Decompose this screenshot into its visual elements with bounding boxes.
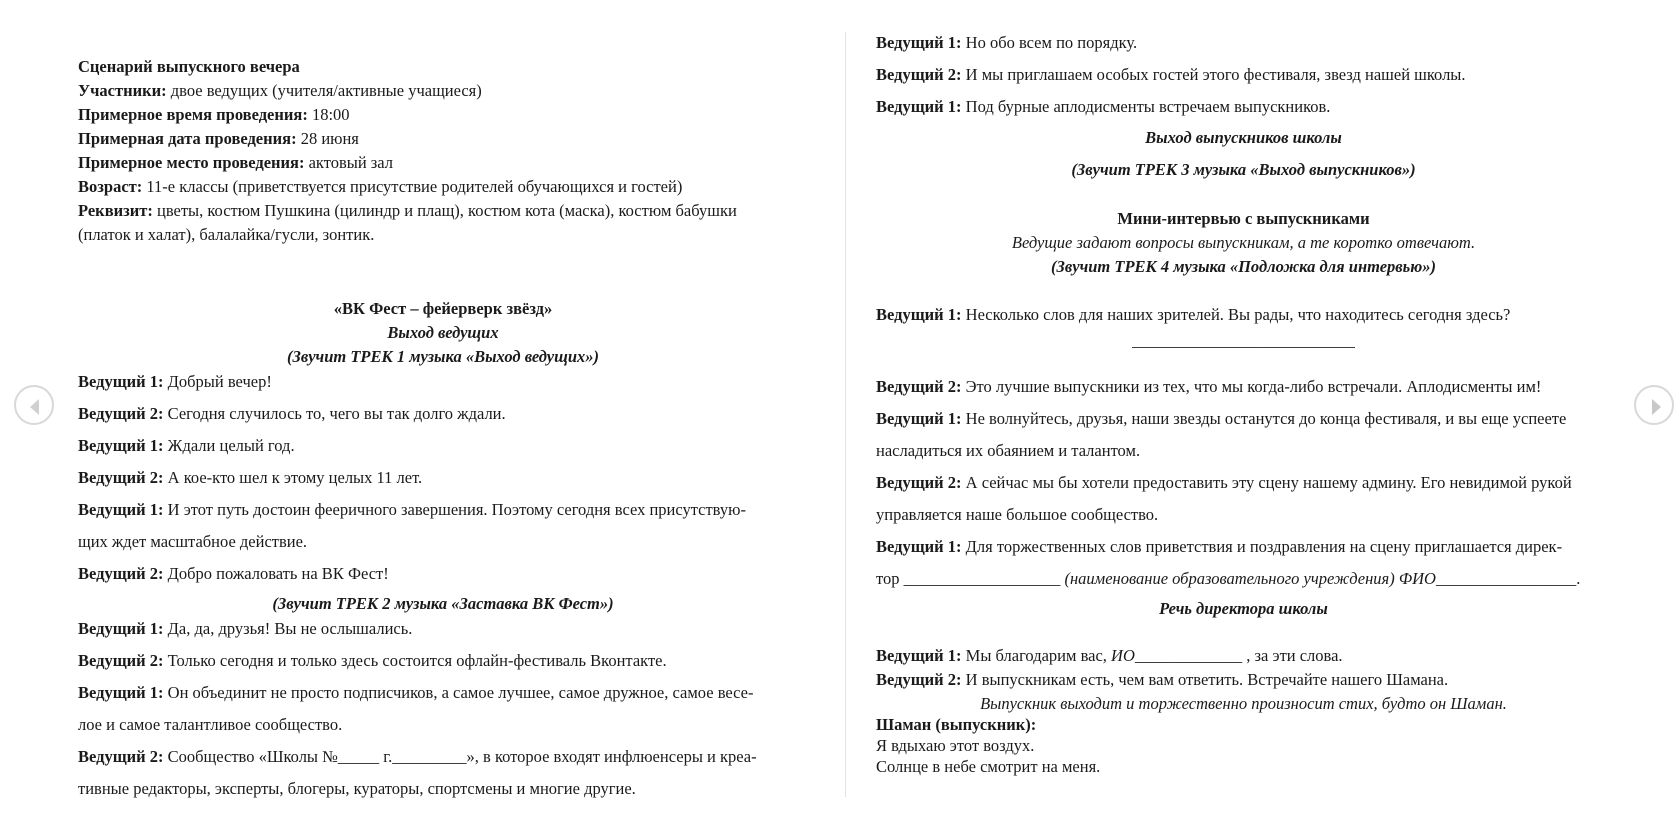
dialogue-line: Ведущий 2: И выпускникам есть, чем вам ответить. Встречайте нашего Шамана. [876,670,1449,689]
info-line: Возраст: 11-е классы (приветствуется присутствие родителей обучающихся и гостей) [78,177,683,196]
poem-line: Солнце в небе смотрит на меня. [876,757,1101,776]
previous-page-button[interactable] [14,385,54,425]
dialogue-line-continued: тор ___________________ (наименование образовательного учреждения) ФИО_________________. [876,569,1581,588]
answer-blank: ___________________________ [1132,331,1355,350]
page-divider [845,32,846,797]
dialogue-line: Ведущий 2: Сообщество «Школы №_____ г._________», в которое входят инфлюенсеры и креа- [78,747,757,766]
dialogue-line: Ведущий 1: Несколько слов для наших зрителей. Вы рады, что находитесь сегодня здесь? [876,305,1511,324]
dialogue-line-continued: лое и самое талантливое сообщество. [78,715,343,734]
info-line: Примерное время проведения: 18:00 [78,105,350,124]
stage-direction: Выпускник выходит и торжественно произносит стих, будто он Шаман. [980,694,1507,713]
track-cue: (Звучит ТРЕК 2 музыка «Заставка ВК Фест») [272,594,614,613]
section-heading: Выход выпускников школы [1145,128,1342,147]
dialogue-line: Ведущий 2: А сейчас мы бы хотели предоставить эту сцену нашему админу. Его невидимой рукой [876,473,1572,492]
dialogue-line: Ведущий 1: Да, да, друзья! Вы не ослышались. [78,619,413,638]
dialogue-line: Ведущий 1: И этот путь достоин фееричного завершения. Поэтому сегодня всех присутствую- [78,500,746,519]
dialogue-line: Ведущий 1: Под бурные аплодисменты встречаем выпускников. [876,97,1331,116]
dialogue-line: Ведущий 1: Но обо всем по порядку. [876,33,1138,52]
dialogue-line-continued: щих ждет масштабное действие. [78,532,308,551]
info-line-continued: (платок и халат), балалайка/гусли, зонтик. [78,225,375,244]
stage-direction: Ведущие задают вопросы выпускникам, а те коротко отвечают. [1011,233,1476,252]
dialogue-line: Ведущий 1: Он объединит не просто подписчиков, а самое лучшее, самое дружное, самое весе- [78,683,754,702]
dialogue-line-continued: управляется наше большое сообщество. [876,505,1159,524]
dialogue-line-continued: насладиться их обаянием и талантом. [876,441,1141,460]
info-line: Примерная дата проведения: 28 июня [78,129,359,148]
next-page-button[interactable] [1634,385,1674,425]
dialogue-line: Ведущий 1: Не волнуйтесь, друзья, наши звезды останутся до конца фестиваля, и вы еще успеете [876,409,1567,428]
dialogue-line: Ведущий 2: А кое-кто шел к этому целых 11 лет. [78,468,423,487]
document-title: Сценарий выпускного вечера [78,57,300,76]
dialogue-line-continued: тивные редакторы, эксперты, блогеры, кураторы, спортсмены и многие другие. [78,779,636,798]
section-heading: Речь директора школы [1159,599,1328,618]
dialogue-line: Ведущий 1: Для торжественных слов приветствия и поздравления на сцену приглашается дирек- [876,537,1563,556]
dialogue-line: Ведущий 2: Только сегодня и только здесь состоится офлайн-фестиваль Вконтакте. [78,651,667,670]
info-line: Реквизит: цветы, костюм Пушкина (цилиндр и плащ), костюм кота (маска), костюм бабушки [78,201,737,220]
section-heading: Выход ведущих [387,323,499,342]
info-line: Примерное место проведения: актовый зал [78,153,394,172]
chevron-right-icon [1636,387,1676,427]
chevron-left-icon [16,387,56,427]
track-cue: (Звучит ТРЕК 4 музыка «Подложка для интервью») [1050,257,1436,276]
dialogue-line: Ведущий 1: Ждали целый год. [78,436,295,455]
dialogue-line: Ведущий 2: И мы приглашаем особых гостей этого фестиваля, звезд нашей школы. [876,65,1466,84]
dialogue-line: Ведущий 1: Мы благодарим вас, ИО_____________ , за эти слова. [876,646,1343,665]
dialogue-line: Ведущий 2: Добро пожаловать на ВК Фест! [78,564,389,583]
speaker-label: Шаман (выпускник): [876,715,1037,734]
dialogue-line: Ведущий 2: Сегодня случилось то, чего вы так долго ждали. [78,404,506,423]
poem-line: Я вдыхаю этот воздух. [876,736,1035,755]
dialogue-line: Ведущий 2: Это лучшие выпускники из тех, что мы когда-либо встречали. Аплодисменты им! [876,377,1542,396]
dialogue-line: Ведущий 1: Добрый вечер! [78,372,272,391]
track-cue: (Звучит ТРЕК 1 музыка «Выход ведущих») [286,347,600,366]
track-cue: (Звучит ТРЕК 3 музыка «Выход выпускников») [1071,160,1416,179]
festival-title: «ВК Фест – фейерверк звёзд» [333,299,553,318]
section-heading: Мини-интервью с выпускниками [1117,209,1370,228]
info-line: Участники: двое ведущих (учителя/активные учащиеся) [78,81,482,100]
